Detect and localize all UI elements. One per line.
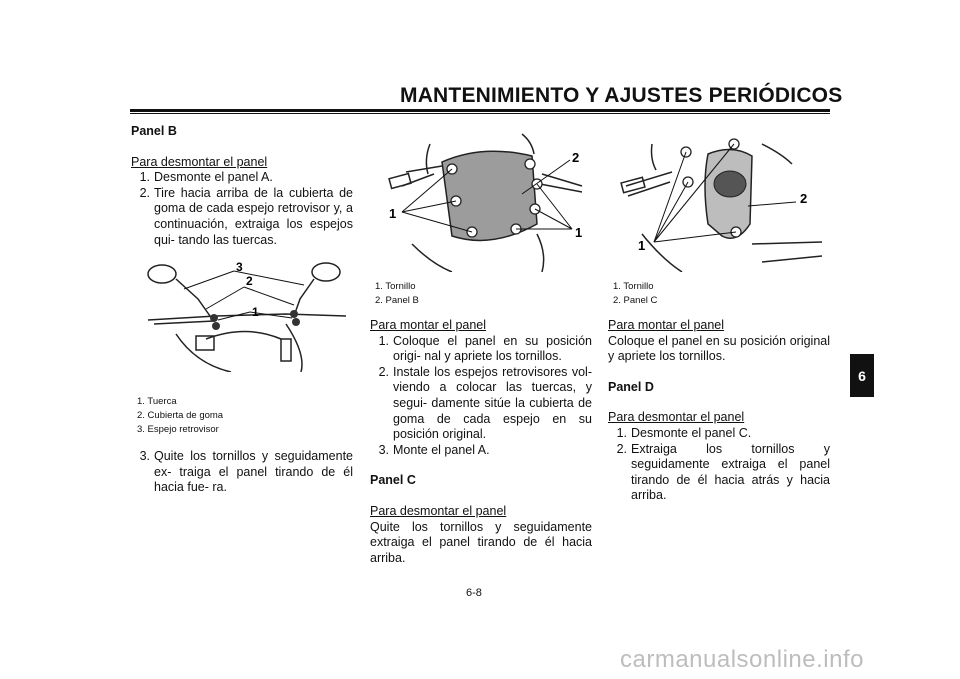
watermark: carmanualsonline.info (620, 646, 864, 673)
callout: 1 (638, 238, 646, 253)
section-heading-panel-c: Panel C (370, 473, 416, 488)
page-title: MANTENIMIENTO Y AJUSTES PERIÓDICOS (400, 84, 843, 107)
callout: 2 (800, 191, 808, 206)
column-2-text (370, 318, 592, 566)
list-item: 3. Quite los tornillos y seguidamente ex- traiga el panel tirando de él hacia fue- ra. (139, 449, 353, 495)
chapter-tab[interactable]: 6 (850, 354, 874, 397)
list-item: 2. Instale los espejos retrovisores vol- viendo a colocar las tuercas, y segui- damente sitúe la cubierta de goma de cada espejo en su posición original. (378, 364, 592, 442)
header-rule-thin (130, 113, 830, 114)
callout: 2 (246, 274, 253, 288)
header-rule (130, 109, 830, 112)
page-number: 6-8 (466, 587, 482, 599)
column-3-captions (613, 280, 835, 308)
paragraph: Coloque el panel en su posición original y apriete los tornillos. (608, 333, 830, 364)
list-item: 3. Monte el panel A. (378, 442, 490, 457)
callout: 1 (389, 206, 397, 221)
column-1-top (131, 124, 353, 248)
figure-caption: 2. Panel B (375, 295, 419, 306)
list-item: 1. Desmonte el panel A. (139, 170, 273, 185)
figure-panel-c (612, 124, 830, 272)
list-item: 2. Extraiga los tornillos y seguidamente extraiga el panel tirando de él hacia atrás y hacia arriba. (616, 441, 830, 503)
column-1-step3 (131, 449, 353, 496)
column-1-bottom (137, 395, 359, 437)
list-item: 1. Coloque el panel en su posición origi- nal y apriete los tornillos. (378, 333, 592, 364)
figure-caption: 1. Tuerca (137, 396, 177, 407)
subheading-install: Para montar el panel (608, 318, 725, 332)
callout: 1 (575, 225, 583, 240)
subheading-remove: Para desmontar el panel (131, 154, 268, 169)
figure-mirrors (136, 254, 354, 372)
figure-caption: 1. Tornillo (375, 281, 416, 292)
callout: 3 (236, 260, 243, 274)
figure-caption: 2. Cubierta de goma (137, 410, 224, 421)
figure-panel-b (372, 124, 590, 272)
callout: 1 (252, 305, 259, 319)
subheading-remove: Para desmontar el panel (370, 503, 507, 518)
figure-caption: 1. Tornillo (613, 281, 654, 292)
section-heading-panel-b: Panel B (131, 124, 177, 138)
column-2-captions (375, 280, 597, 308)
paragraph: Quite los tornillos y seguidamente extraiga el panel tirando de él hacia arriba. (370, 519, 592, 565)
column-3-text (608, 318, 830, 504)
subheading-install: Para montar el panel (370, 318, 487, 332)
callout: 2 (572, 150, 580, 165)
list-item: 2. Tire hacia arriba de la cubierta de goma de cada espejo retrovisor y, a continuación, extraiga los espejos qui- tando las tuercas. (139, 185, 353, 247)
section-heading-panel-d: Panel D (608, 379, 654, 394)
subheading-remove: Para desmontar el panel (608, 410, 745, 425)
figure-caption: 2. Panel C (613, 295, 658, 306)
figure-caption: 3. Espejo retrovisor (137, 424, 219, 435)
list-item: 1. Desmonte el panel C. (616, 425, 752, 440)
